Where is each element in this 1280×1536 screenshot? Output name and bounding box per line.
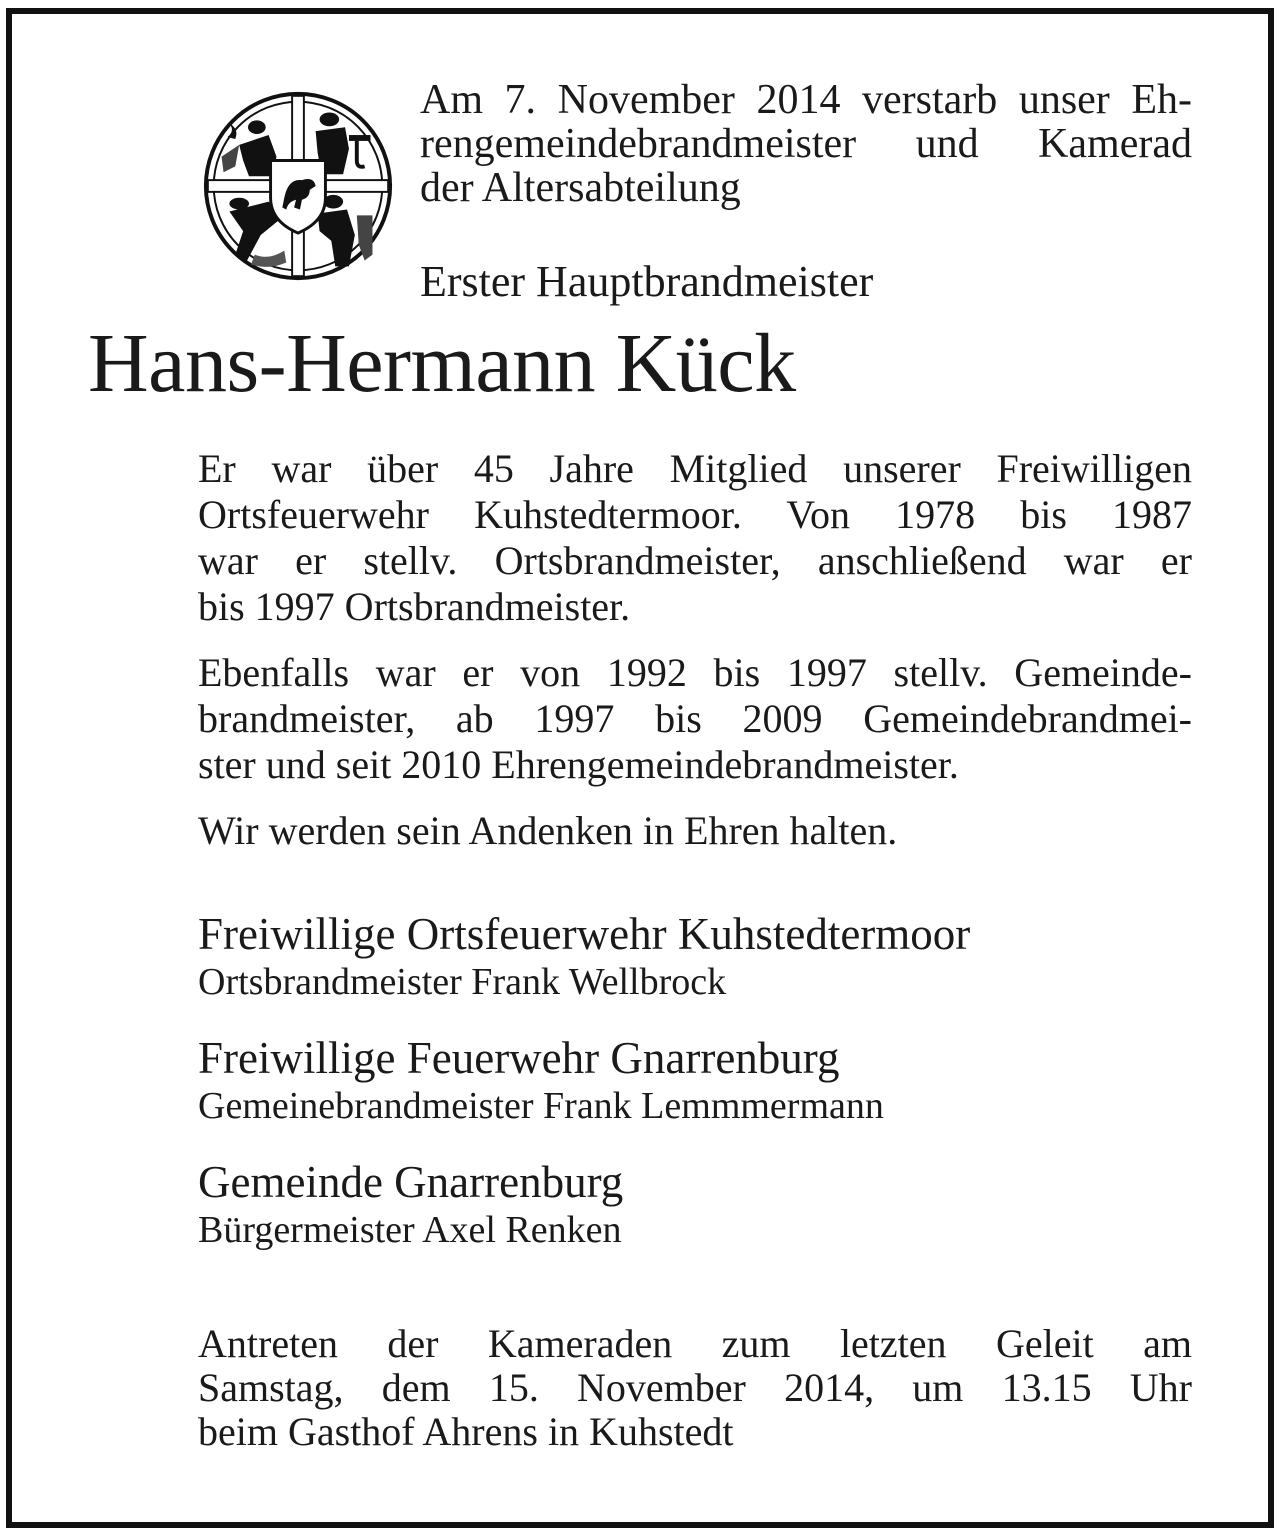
funeral-line: Antreten der Kameraden zum letzten Geleit am xyxy=(198,1321,1192,1366)
signatory-role: Ortsbrandmeister Frank Wellbrock xyxy=(198,961,727,1003)
signatory-block xyxy=(198,1032,1192,1128)
intro-text xyxy=(420,78,1192,210)
signatory-organization: Gemeinde Gnarrenburg xyxy=(198,1157,624,1207)
obituary-body xyxy=(198,446,1192,874)
paragraph-remembrance xyxy=(198,808,1192,854)
paragraph-line: brandmeister, ab 1997 bis 2009 Gemeindebrandmei- xyxy=(198,696,1192,741)
signatory-block xyxy=(198,908,1192,1004)
signatory-block xyxy=(198,1156,1192,1252)
paragraph-line: Wir werden sein Andenken in Ehren halten. xyxy=(198,808,898,853)
paragraph-line: Er war über 45 Jahre Mitglied unserer Freiwilligen xyxy=(198,446,1192,491)
paragraph-line: war er stellv. Ortsbrandmeister, anschließend war er xyxy=(198,538,1192,583)
signatory-role: Gemeinebrandmeister Frank Lemmmermann xyxy=(198,1085,884,1127)
signatories xyxy=(198,908,1192,1280)
funeral-notice xyxy=(198,1322,1192,1454)
intro-line-3: der Altersabteilung xyxy=(420,165,741,211)
signatory-organization: Freiwillige Ortsfeuerwehr Kuhstedtermoor xyxy=(198,909,971,959)
funeral-line: Samstag, dem 15. November 2014, um 13.15 Uhr xyxy=(198,1365,1192,1410)
intro-line-2: rengemeindebrandmeister und Kamerad xyxy=(420,121,1192,167)
fire-brigade-emblem-icon xyxy=(200,88,396,284)
deceased-name: Hans-Hermann Kück xyxy=(88,317,796,410)
paragraph-line: ster und seit 2010 Ehrengemeindebrandmeister. xyxy=(198,742,959,787)
paragraph-membership xyxy=(198,446,1192,630)
paragraph-line: Ebenfalls war er von 1992 bis 1997 stellv. Gemeinde- xyxy=(198,650,1192,695)
paragraph-line: Ortsfeuerwehr Kuhstedtermoor. Von 1978 bis 1987 xyxy=(198,492,1192,537)
deceased-rank: Erster Hauptbrandmeister xyxy=(420,257,874,306)
funeral-line: beim Gasthof Ahrens in Kuhstedt xyxy=(198,1409,734,1454)
signatory-organization: Freiwillige Feuerwehr Gnarrenburg xyxy=(198,1033,840,1083)
paragraph-line: bis 1997 Ortsbrandmeister. xyxy=(198,584,631,629)
intro-line-1: Am 7. November 2014 verstarb unser Eh- xyxy=(420,77,1192,123)
paragraph-career xyxy=(198,650,1192,788)
signatory-role: Bürgermeister Axel Renken xyxy=(198,1209,622,1251)
